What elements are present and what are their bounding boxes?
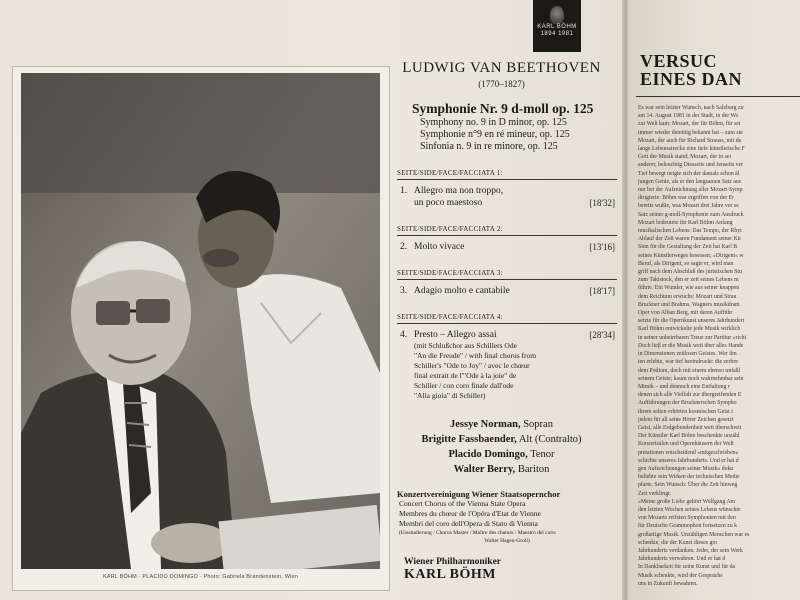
track-title: Presto – Allegro assai xyxy=(414,330,497,340)
article-line: führte. Ein Wunder, wie aus seiner knappen xyxy=(638,285,740,292)
track-number: 3. xyxy=(400,286,408,296)
article-line: ten erlebte, war tief beeindruckt: die zerbre xyxy=(638,359,738,366)
article-line: Doch lieβ er die Musik weit über alles Hande xyxy=(638,342,744,349)
booklet-right-page xyxy=(628,0,800,600)
article-line: Sinn für die Gestaltung der Zeit hat Karl B xyxy=(638,244,738,251)
article-line: uns in Zukunft bewahren. xyxy=(638,580,698,587)
article-title-line1: VERSUC xyxy=(640,51,718,71)
composer-dates: (1770–1827) xyxy=(478,79,525,89)
article-line: Satz seiner g-moll-Symphonie zum Ausdruck xyxy=(638,211,744,218)
track-listing xyxy=(397,60,615,583)
side-label: SEITE/SIDE/FACE/FACCIATA 4: xyxy=(397,313,503,321)
track-number: 2. xyxy=(400,242,408,252)
track-number: 4. xyxy=(400,330,408,340)
article-line: den letzten Wochen seines Lebens wünschte xyxy=(638,506,741,513)
soloists xyxy=(388,417,615,477)
chorus-master-line1: (Einstudierung / Chorus Master / Maître des chœurs / Maestro del coro: xyxy=(399,530,557,536)
track-title xyxy=(414,185,585,209)
article-line: Es war sein letzter Wunsch, nach Salzburg zu xyxy=(638,105,744,111)
logo-name: KARL BÖHM xyxy=(537,24,577,30)
article-line: Beruf, als Dirigent, so sagte er, wird man xyxy=(638,260,734,267)
composer-name: LUDWIG VAN BEETHOVEN xyxy=(402,60,601,76)
track-duration: [13'16] xyxy=(589,242,615,252)
article-line: Gott der Musik stand; Mozart, der in sei xyxy=(638,154,732,161)
track-row xyxy=(400,185,615,209)
photo-illustration xyxy=(21,73,380,569)
article-line: Aufführungen der Brucknerschen Sympho xyxy=(638,400,737,407)
article-line: Jahrhunderts verwahren. Und er hat d xyxy=(638,556,726,563)
article-line: am 14. August 1981 in der Stadt, in der Wo xyxy=(638,113,739,120)
article-line: zum Taktstock, den er zeit seines Lebens m xyxy=(638,277,739,284)
choir-name-en: Concert Chorus of the Vienna State Opera xyxy=(399,499,526,508)
photo-caption: KARL BÖHM · PLACIDO DOMINGO · Photo: Gabriela Brandenstein, Wien xyxy=(102,574,299,580)
article-line: Mimik – und dennoch eine Entfaltung r xyxy=(638,383,730,390)
track-title-line2: un poco maestoso xyxy=(414,198,483,208)
article-line: immer wieder demütig bekannt hat – zum ste xyxy=(638,129,743,136)
chorus-master-line2: Walter Hagen-Groll) xyxy=(484,538,530,544)
soloist-name: Brigitte Fassbaender, xyxy=(421,434,517,445)
article-line: Karl Böhm entwickelte jede Musik wirklich xyxy=(638,326,741,333)
article-line: pretationen entscheidend »mitgeschrieben« xyxy=(638,449,739,456)
article-title-line2: EINES DAN xyxy=(640,69,743,89)
article-line: seines Künstlerweges besessen; »Dirigent« w xyxy=(638,252,744,259)
soloist xyxy=(388,417,615,432)
article-line: dem Reichtum erwuchs: Mozart und Strau xyxy=(638,293,737,300)
side-1 xyxy=(397,169,615,209)
soloist-name: Walter Berry, xyxy=(453,464,516,475)
article-line: jedem für all seine Hörer Zeichen gesetzt xyxy=(638,416,734,423)
portrait-icon xyxy=(550,6,564,24)
track-title-line1: Allegro ma non troppo, xyxy=(414,186,504,196)
track-duration: [18'32] xyxy=(589,198,615,208)
track-duration: [28'34] xyxy=(589,330,615,340)
article-title xyxy=(640,52,742,88)
choir-name-it: Membri del coro dell'Opera di Stato di Vienna xyxy=(399,519,538,528)
article-line: Mozart bedeutete für Karl Böhm Anfang xyxy=(638,219,733,226)
soloist-voice: Bariton xyxy=(517,464,550,475)
article-line: schenkte, die der Kunst dieses gro xyxy=(638,539,718,546)
article-line: Oper von Alban Berg, mit deren Aufführ xyxy=(638,310,733,317)
article-line: In Dankbarkeit für seine Kunst und für da xyxy=(638,564,736,571)
article-line: musikalischen Lebens: Das Tempo, der Rhyt xyxy=(638,228,742,235)
article-line: zur Welt kam: Mozart, der für Böhm, für sei xyxy=(638,121,741,128)
soloist-voice: Tenor xyxy=(530,449,555,460)
photograph-bohm-domingo xyxy=(21,73,380,569)
article-line: Der Künstler Karl Böhm beschenkte unzähl xyxy=(638,433,740,440)
choir-credit xyxy=(397,489,615,545)
note-line: "An die Freude" / with final chorus from xyxy=(414,351,537,360)
article-line: Jahrhunderts verdanken. Jeder, der sein Werk xyxy=(638,547,743,554)
side-label: SEITE/SIDE/FACE/FACCIATA 3: xyxy=(397,269,503,277)
article-body xyxy=(638,104,800,588)
side-label: SEITE/SIDE/FACE/FACCIATA 2: xyxy=(397,225,503,233)
article-line: bereits wußte, was Mozart drei Jahre vor se xyxy=(638,203,739,210)
photo-frame xyxy=(12,66,390,591)
soloist xyxy=(388,432,615,447)
note-line: "Alla gioia" di Schiller) xyxy=(414,391,486,400)
track-row xyxy=(400,241,615,253)
logo-years: 1894 1981 xyxy=(540,31,574,37)
soloist xyxy=(388,462,615,477)
note-line: final extrait de l'"Ode à la joie" de xyxy=(414,371,517,380)
article-line: griff nach dem Abschluß des juristischen Stu xyxy=(638,269,742,276)
article-line: Geist, alle Erdgebundenheit weit überschreit xyxy=(638,424,742,431)
track-title: Adagio molto e cantabile xyxy=(414,286,510,296)
article-line: ihrem selten erhörten kosmischen Geist i xyxy=(638,408,733,415)
track-number: 1. xyxy=(400,186,408,196)
track-row xyxy=(400,285,615,297)
article-line: Bruckner und Brahms, Wagners musikdram xyxy=(638,301,740,308)
work-title-fr: Symphonie n°9 en ré mineur, op. 125 xyxy=(420,129,570,140)
track-duration: [18'17] xyxy=(589,286,615,296)
choir-name-fr: Membres du chœur de l'Opéra d'Etat de Vienne xyxy=(399,509,541,518)
article-line: Ablauf der Zeit waren Fundament seiner Kü xyxy=(638,236,741,243)
work-title-en: Symphony no. 9 in D minor, op. 125 xyxy=(420,117,567,128)
article-line: schichte unseres Jahrhunderts. Und er hat d xyxy=(638,457,739,464)
side-label: SEITE/SIDE/FACE/FACCIATA 1: xyxy=(397,169,503,177)
article-line: dirigierte: Böhm war ergriffen von der Er xyxy=(638,195,735,202)
orchestra-name: Wiener Philharmoniker xyxy=(404,557,502,567)
note-line: Schiller / con coro finale dall'ode xyxy=(414,381,514,390)
divider xyxy=(397,323,617,324)
article-line: großartige Musik. Unzähligen Menschen war es xyxy=(638,531,750,538)
divider xyxy=(636,96,800,97)
note-line: Schiller's "Ode to Joy" / avec le chœur xyxy=(414,361,530,370)
track-title: Molto vivace xyxy=(414,242,465,252)
article-line: für Deutsche Grammophon fortsetzen zu k xyxy=(638,523,737,530)
work-title: Symphonie Nr. 9 d-moll op. 125 xyxy=(412,101,594,116)
article-line: Konzertsälen und Opernhäusern der Welt xyxy=(638,441,734,448)
article-line: seinem Geiste; kaum noch wahrnehmbar sein xyxy=(638,375,744,382)
divider xyxy=(397,179,617,180)
article-line: dem Podium, doch mit einem ebenso unfaßl xyxy=(638,367,741,374)
soloist-voice: Alt (Contralto) xyxy=(518,434,582,445)
article-line: setzte für die Opernkunst unseres Jahrhundert xyxy=(638,318,745,325)
article-line: denen sich alle Vielfalt zur übergreifenden E xyxy=(638,392,742,399)
article-line: gen Aufzeichnungen seiner Musik« doku xyxy=(638,465,734,472)
article-line: Zeit verklingt. xyxy=(638,490,672,497)
karl-bohm-logo xyxy=(533,0,581,52)
divider xyxy=(397,279,617,280)
work-title-it: Sinfonia n. 9 in re minore, op. 125 xyxy=(420,141,558,152)
article-line: in seiner unbeirrbaren Treue zur Partitur »richt xyxy=(638,334,747,341)
article-line: jungen Genie, als er den langsamen Satz aus xyxy=(638,178,742,185)
side-4 xyxy=(397,313,615,401)
soloist-name: Jessye Norman, xyxy=(450,419,521,430)
article-line: anderer, beleuchtig Diesseits und Jenseits ver xyxy=(638,162,744,169)
article-line: Mozart, der auch für Richard Strauss, mit de xyxy=(638,137,742,144)
side-2 xyxy=(397,225,615,253)
article-line: Tief bewegt neigte sich der damals schon äl xyxy=(638,170,740,177)
article-line: lange Lebensstrecke eine tiefe künstlerische F xyxy=(638,146,745,153)
finale-note xyxy=(414,341,615,401)
article-line: von Mozarts reifsten Symphonien mit den xyxy=(638,515,736,522)
note-line: (mit Schlußchor aus Schillers Ode xyxy=(414,341,517,350)
article-line: nur bei der Aufzeichnung aller Mozart-Symp xyxy=(638,187,743,194)
soloist-voice: Sopran xyxy=(523,419,553,430)
side-3 xyxy=(397,269,615,297)
orchestra-credit xyxy=(404,557,615,583)
soloist-name: Placido Domingo, xyxy=(448,449,528,460)
article-line: in Dimensionen zeitlosen Geistes. Wer ihn xyxy=(638,351,737,358)
choir-name: Konzertvereinigung Wiener Staatsopernchor xyxy=(397,489,561,499)
track-row xyxy=(400,329,615,341)
conductor-name: KARL BÖHM xyxy=(404,567,497,582)
soloist xyxy=(388,447,615,462)
divider xyxy=(397,235,617,236)
article-line: beliebte sein Wirken der technischen Medie xyxy=(638,474,740,481)
article-line: pfarte. Sein Wunsch: Über die Zeit hinweg xyxy=(638,482,738,489)
article-line: »Meine große Liebe gehört Wolfgang Am xyxy=(638,498,736,505)
article-line: Musik schenkte, wird der Gesprächs xyxy=(638,572,723,579)
